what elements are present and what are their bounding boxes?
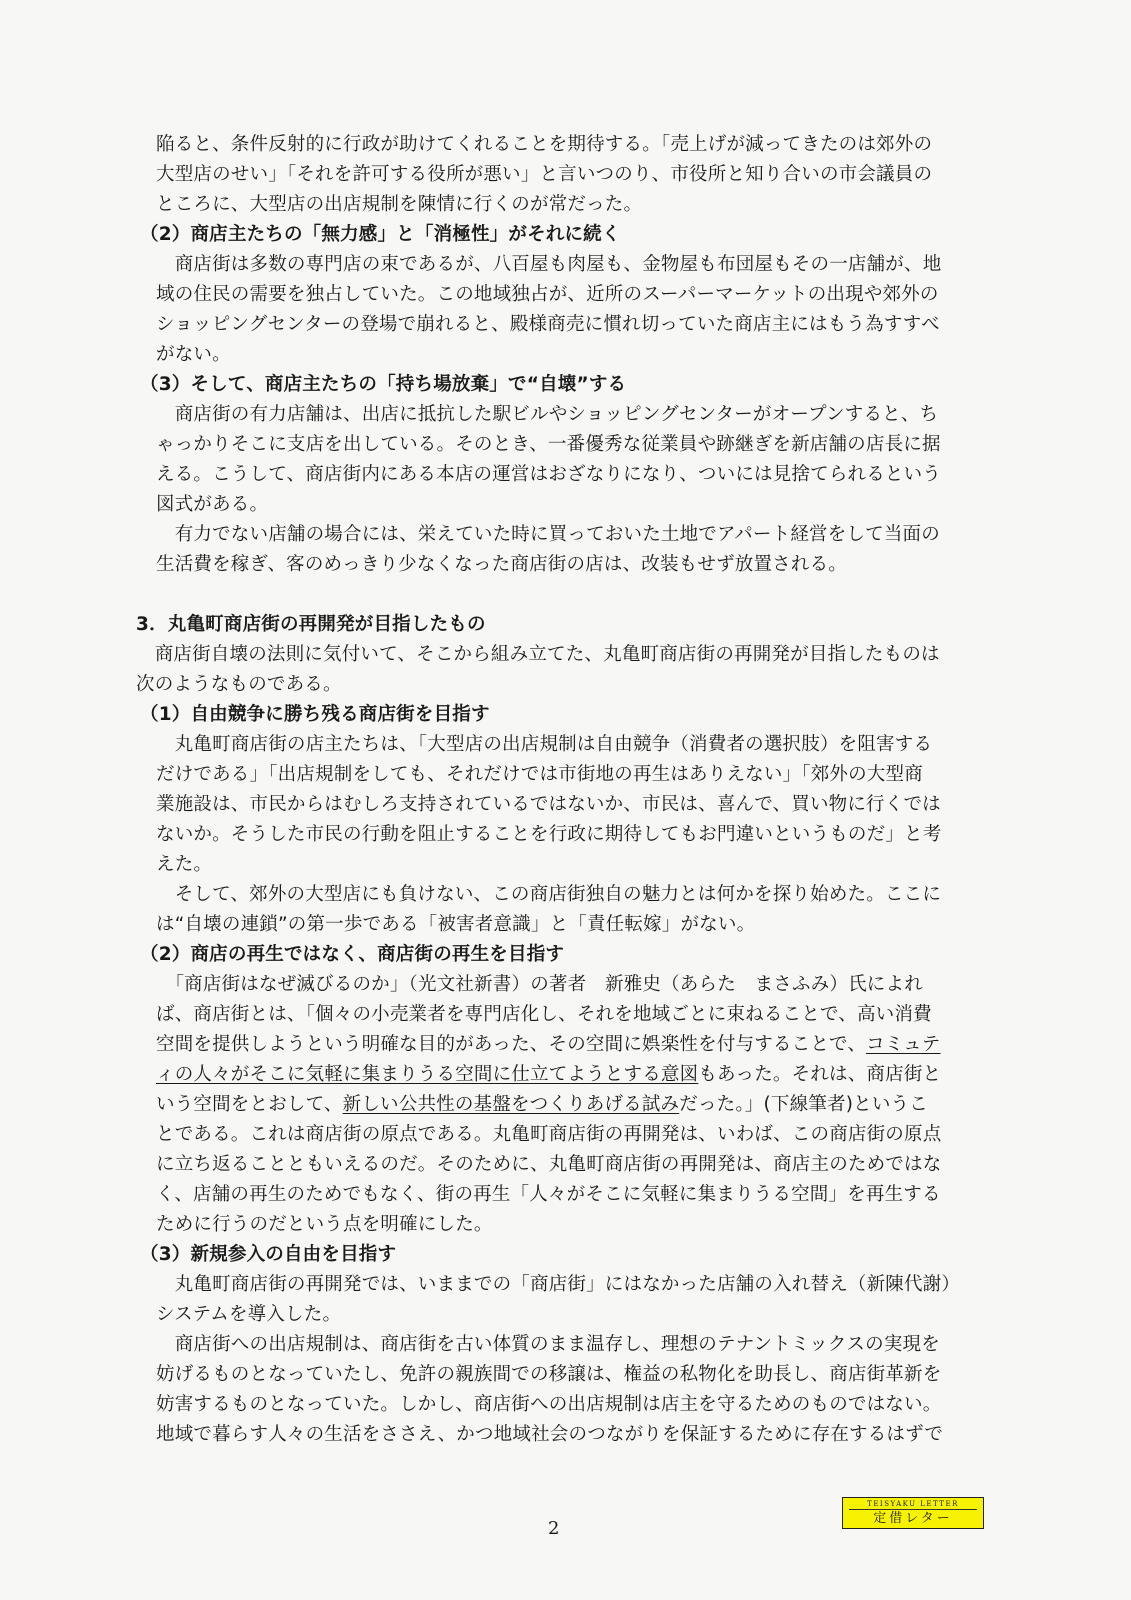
paragraph bbox=[136, 730, 998, 880]
paragraph-continued bbox=[136, 130, 998, 220]
paragraph bbox=[136, 1270, 998, 1330]
text-line: だけである」「出店規制をしても、それだけでは市街地の再生はありえない」「郊外の大型商 bbox=[156, 764, 923, 785]
text-line: 妨げるものとなっていたし、免許の親族間での移譲は、権益の私物化を助長し、商店街革新を bbox=[156, 1364, 942, 1385]
paragraph bbox=[136, 250, 998, 370]
text-span: だった。」(下線筆者)というこ bbox=[679, 1094, 928, 1115]
text-line: えた。 bbox=[156, 854, 213, 875]
text-line: ために行うのだという点を明確にした。 bbox=[156, 1214, 493, 1235]
text-line: 地域で暮らす人々の生活をささえ、かつ地域社会のつながりを保証するために存在するはずで bbox=[156, 1424, 944, 1445]
logo-top-text: TEISYAKU LETTER bbox=[849, 1499, 977, 1510]
paragraph-quote bbox=[136, 970, 998, 1240]
text-line: ないか。そうした市民の行動を阻止することを行政に期待してもお門違いというものだ」と考 bbox=[156, 824, 942, 845]
subheading-3: （3）新規参入の自由を目指す bbox=[140, 1244, 397, 1265]
underlined-text: 新しい公共性の基盤をつくりあげる試み bbox=[342, 1094, 680, 1115]
text-line bbox=[156, 1090, 998, 1120]
text-line: 域の住民の需要を独占していた。この地域独占が、近所のスーパーマーケットの出現や郊外の bbox=[156, 284, 939, 305]
text-span: もあった。それは、商店街と bbox=[698, 1064, 942, 1085]
text-line: ば、商店街とは、「個々の小売業者を専門店化し、それを地域ごとに束ねることで、高い消費 bbox=[156, 1004, 932, 1025]
subheading-2: （2）商店の再生ではなく、商店街の再生を目指す bbox=[140, 944, 565, 965]
text-line: とである。これは商店街の原点である。丸亀町商店街の再開発は、いわば、この商店街の原点 bbox=[156, 1124, 942, 1145]
text-line: は“自壊の連鎖”の第一歩である「被害者意識」と「責任転嫁」がない。 bbox=[156, 914, 756, 935]
text-line: ゃっかりそこに支店を出している。そのとき、一番優秀な従業員や跡継ぎを新店舗の店長に据 bbox=[156, 434, 941, 455]
subheading-3: （3）そして、商店主たちの「持ち場放棄」で“自壊”する bbox=[140, 374, 627, 395]
text-line: そして、郊外の大型店にも負けない、この商店街独自の魅力とは何かを探り始めた。ここに bbox=[156, 884, 942, 905]
text-line: える。こうして、商店街内にある本店の運営はおざなりになり、ついには見捨てられるという bbox=[156, 464, 942, 485]
underlined-text: コミュテ bbox=[866, 1034, 941, 1055]
text-line: 商店街の有力店舗は、出店に抵抗した駅ビルやショッピングセンターがオープンすると、ち bbox=[156, 404, 939, 425]
text-line bbox=[156, 1060, 998, 1090]
paragraph bbox=[136, 1330, 998, 1450]
document-body bbox=[136, 130, 998, 1450]
subheading-2: （2）商店主たちの「無力感」と「消極性」がそれに続く bbox=[140, 224, 621, 245]
teisyaku-letter-logo bbox=[842, 1497, 984, 1529]
text-line: に立ち返ることともいえるのだ。そのために、丸亀町商店街の再開発は、商店主のためではな bbox=[156, 1154, 942, 1175]
text-span: 空間を提供しようという明確な目的があった、その空間に娯楽性を付与することで、 bbox=[156, 1034, 867, 1055]
logo-bottom-text: 定借レター bbox=[873, 1511, 953, 1526]
text-line bbox=[156, 1030, 998, 1060]
text-line: 有力でない店舗の場合には、栄えていた時に買っておいた土地でアパート経営をして当面の bbox=[156, 524, 940, 545]
paragraph bbox=[136, 520, 998, 580]
text-span: いう空間をとおして、 bbox=[156, 1094, 343, 1115]
text-line: 妨害するものとなっていた。しかし、商店街への出店規制は店主を守るためのものではない。 bbox=[156, 1394, 942, 1415]
text-line: ところに、大型店の出店規制を陳情に行くのが常だった。 bbox=[156, 194, 643, 215]
paragraph bbox=[136, 880, 998, 940]
text-line: 図式がある。 bbox=[156, 494, 269, 515]
text-line: 丸亀町商店街の店主たちは、「大型店の出店規制は自由競争（消費者の選択肢）を阻害する bbox=[156, 734, 933, 755]
text-line: く、店舗の再生のためでもなく、街の再生「人々がそこに気軽に集まりうる空間」を再生する bbox=[156, 1184, 941, 1205]
text-line: がない。 bbox=[156, 344, 231, 365]
section-heading: 3．丸亀町商店街の再開発が目指したもの bbox=[136, 614, 486, 635]
subheading-1: （1）自由競争に勝ち残る商店街を目指す bbox=[140, 704, 490, 725]
underlined-text: ィの人々がそこに気軽に集まりうる空間に仕立てようとする意図 bbox=[156, 1064, 699, 1085]
text-line: 業施設は、市民からはむしろ支持されているではないか、市民は、喜んで、買い物に行くでは bbox=[156, 794, 941, 815]
text-line: 商店街への出店規制は、商店街を古い体質のまま温存し、理想のテナントミックスの実現を bbox=[156, 1334, 940, 1355]
text-line: 丸亀町商店街の再開発では、いままでの「商店街」にはなかった店舗の入れ替え（新陳代謝） bbox=[156, 1274, 961, 1295]
text-line: 「商店街はなぜ滅びるのか」（光文社新書）の著者 新雅史（あらた まさふみ）氏によれ bbox=[156, 974, 923, 995]
text-line: ショッピングセンターの登場で崩れると、殿様商売に慣れ切っていた商店主にはもう為すすべ bbox=[156, 314, 940, 335]
section-intro bbox=[136, 640, 998, 700]
page-number: 2 bbox=[548, 1518, 560, 1539]
paragraph bbox=[136, 400, 998, 520]
text-line: 陥ると、条件反射的に行政が助けてくれることを期待する。「売上げが減ってきたのは郊外の bbox=[156, 134, 933, 155]
text-line: システムを導入した。 bbox=[156, 1304, 342, 1325]
text-line: 大型店のせい」「それを許可する役所が悪い」と言いつのり、市役所と知り合いの市会議員の bbox=[156, 164, 933, 185]
text-line: 商店街は多数の専門店の束であるが、八百屋も肉屋も、金物屋も布団屋もその一店舗が、地 bbox=[156, 254, 942, 275]
text-line: 商店街自壊の法則に気付いて、そこから組み立てた、丸亀町商店街の再開発が目指したものは bbox=[136, 644, 940, 665]
text-line: 次のようなものである。 bbox=[136, 674, 342, 695]
text-line: 生活費を稼ぎ、客のめっきり少なくなった商店街の店は、改装もせず放置される。 bbox=[156, 554, 847, 575]
